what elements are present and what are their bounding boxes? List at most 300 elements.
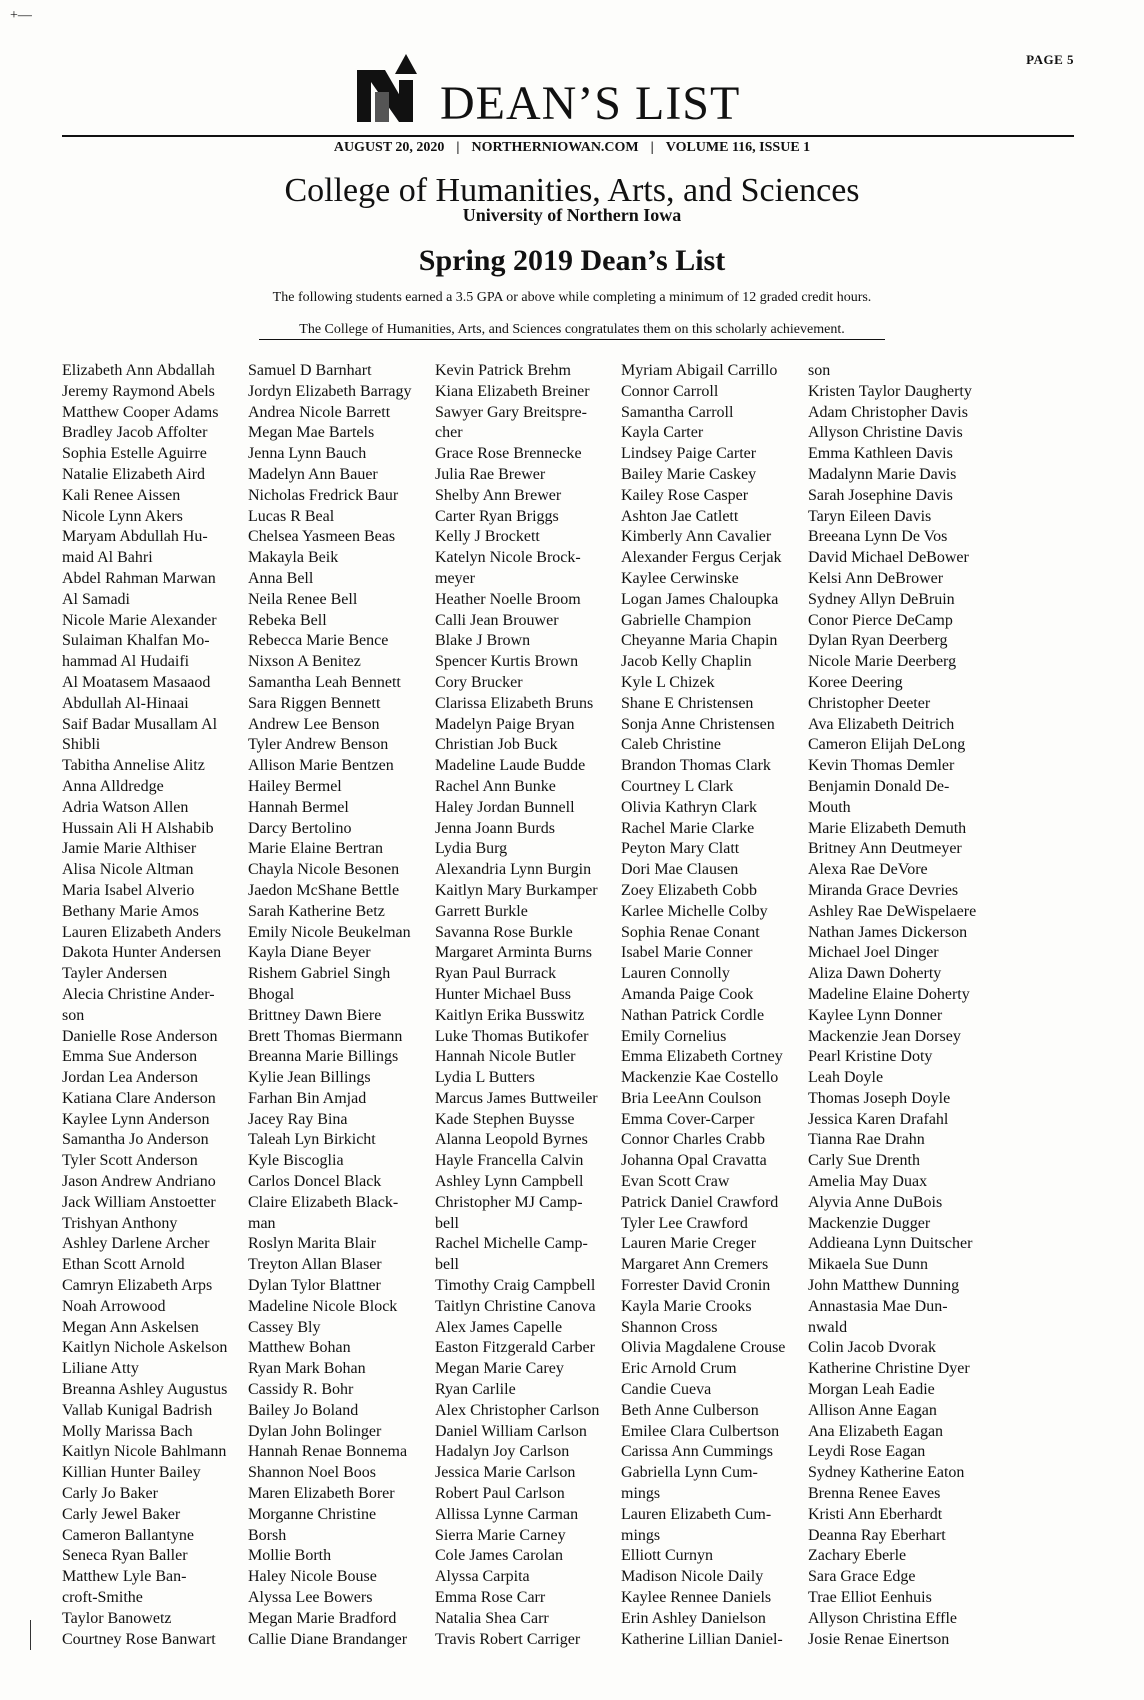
student-name: Ashton Jae Catlett [621, 507, 739, 525]
student-name: Carly Jewel Baker [62, 1505, 181, 1523]
student-name: Amelia May Duax [808, 1173, 928, 1191]
student-name: Jason Andrew Andriano [62, 1173, 216, 1191]
student-name: Johanna Opal Cravatta [621, 1152, 767, 1170]
student-name: Alisa Nicole Altman [62, 861, 194, 879]
student-name: Luke Thomas Butikofer [435, 1027, 589, 1045]
student-name: Marcus James Buttweiler [435, 1089, 598, 1107]
student-name: Shelby Ann Brewer [435, 486, 562, 504]
student-name: Samantha Jo Anderson [62, 1131, 209, 1149]
names-column-3 [435, 361, 635, 1650]
student-name: Allison Marie Bentzen [248, 757, 394, 775]
student-name: croft-Smithe [62, 1589, 143, 1607]
university-subheading: University of Northern Iowa [462, 205, 682, 225]
student-name: Samantha Leah Bennett [248, 673, 401, 691]
student-name: Megan Marie Carey [435, 1360, 564, 1378]
names-column-1 [62, 361, 262, 1650]
student-name: Madison Nicole Daily [621, 1568, 764, 1586]
student-name: Courtney L Clark [621, 777, 734, 795]
student-name: Taitlyn Christine Canova [435, 1297, 596, 1315]
student-name: nwald [808, 1318, 848, 1336]
student-name: Katelyn Nicole Brock- [435, 549, 581, 567]
student-name: Karlee Michelle Colby [621, 902, 768, 920]
student-name: Koree Deering [808, 673, 903, 691]
student-name: Hayle Francella Calvin [435, 1152, 584, 1170]
margin-line [30, 1620, 31, 1650]
student-name: Leydi Rose Eagan [808, 1443, 926, 1461]
student-name: Christopher Deeter [808, 694, 931, 712]
student-name: Breeana Lynn De Vos [808, 528, 948, 546]
student-name: Madeline Laude Budde [435, 757, 586, 775]
student-name: Ryan Mark Bohan [248, 1360, 366, 1378]
student-name: Julia Rae Brewer [435, 465, 546, 483]
student-name: Kali Renee Aissen [62, 486, 181, 504]
student-name: Beth Anne Culberson [621, 1401, 759, 1419]
student-name: Logan James Chaloupka [621, 590, 779, 608]
student-name: Forrester David Cronin [621, 1277, 771, 1295]
student-name: mings [621, 1526, 661, 1544]
student-name: Sara Grace Edge [808, 1568, 916, 1586]
student-name: Saif Badar Musallam Al [62, 715, 218, 733]
student-name: Shane E Christensen [621, 694, 754, 712]
student-name: Kaylee Lynn Anderson [62, 1110, 210, 1128]
student-name: Mouth [808, 798, 851, 816]
student-name: Sydney Allyn DeBruin [808, 590, 955, 608]
student-name: maid Al Bahri [62, 549, 153, 567]
student-name: Chelsea Yasmeen Beas [248, 528, 396, 546]
student-name: Christian Job Buck [435, 736, 558, 754]
student-name: hammad Al Hudaifi [62, 653, 190, 671]
student-name: Molly Marissa Bach [62, 1422, 193, 1440]
student-name: Bhogal [248, 985, 295, 1003]
masthead-rule [62, 135, 1074, 137]
student-name: Jenna Lynn Bauch [248, 445, 367, 463]
student-name: Matthew Bohan [248, 1339, 351, 1357]
student-name: Rachel Marie Clarke [621, 819, 755, 837]
student-name: Shannon Noel Boos [248, 1464, 376, 1482]
student-name: Emma Elizabeth Cortney [621, 1048, 783, 1066]
student-name: Kyle Biscoglia [248, 1152, 344, 1170]
student-name: Breanna Ashley Augustus [62, 1381, 228, 1399]
student-name: Addieana Lynn Duitscher [808, 1235, 973, 1253]
student-name: Alanna Leopold Byrnes [435, 1131, 588, 1149]
student-name: Kayla Diane Beyer [248, 944, 371, 962]
student-name: Carlos Doncel Black [248, 1173, 382, 1191]
student-name: Ashley Darlene Archer [62, 1235, 210, 1253]
student-name: Megan Mae Bartels [248, 424, 375, 442]
student-name: Alexander Fergus Cerjak [621, 549, 782, 567]
student-name: Nicholas Fredrick Baur [248, 486, 399, 504]
student-name: David Michael DeBower [808, 549, 969, 567]
student-name: Bria LeeAnn Coulson [621, 1089, 762, 1107]
student-name: Gabriella Lynn Cum- [621, 1464, 758, 1482]
student-name: Katiana Clare Anderson [62, 1089, 216, 1107]
student-name: Sawyer Gary Breitspre- [435, 403, 587, 421]
student-name: Jordyn Elizabeth Barragy [248, 382, 412, 400]
student-name: Al Moatasem Masaaod [62, 673, 211, 691]
student-name: Nathan Patrick Cordle [621, 1006, 765, 1024]
student-name: son [808, 362, 831, 379]
student-name: Brittney Dawn Biere [248, 1006, 382, 1024]
student-name: Sara Riggen Bennett [248, 694, 381, 712]
student-name: Nixson A Benitez [248, 653, 361, 671]
student-name: Miranda Grace Devries [808, 881, 959, 899]
student-name: Nicole Lynn Akers [62, 507, 183, 525]
student-name: Grace Rose Brennecke [435, 445, 582, 463]
student-name: man [248, 1214, 276, 1232]
student-name: Seneca Ryan Baller [62, 1547, 188, 1565]
student-name: Britney Ann Deutmeyer [808, 840, 962, 858]
student-name: Jack William Anstoetter [62, 1193, 216, 1211]
student-name: Alex Christopher Carlson [435, 1401, 600, 1419]
student-name: Olivia Magdalene Crouse [621, 1339, 786, 1357]
student-name: Hunter Michael Buss [435, 985, 571, 1003]
student-name: mings [621, 1485, 661, 1503]
student-name: Evan Scott Craw [621, 1173, 730, 1191]
student-name: Savanna Rose Burkle [435, 923, 573, 941]
student-name: Sulaiman Khalfan Mo- [62, 632, 210, 650]
student-name: Zoey Elizabeth Cobb [621, 881, 757, 899]
student-name: Cameron Ballantyne [62, 1526, 194, 1544]
student-name: Colin Jacob Dvorak [808, 1339, 936, 1357]
student-name: Calli Jean Brouwer [435, 611, 559, 629]
student-name: Farhan Bin Amjad [248, 1089, 367, 1107]
student-name: Bradley Jacob Affolter [62, 424, 208, 442]
northern-iowan-logo [355, 52, 425, 122]
student-name: Emma Kathleen Davis [808, 445, 953, 463]
student-name: Haley Jordan Bunnell [435, 798, 575, 816]
student-name: Christopher MJ Camp- [435, 1193, 583, 1211]
student-name: Daniel William Carlson [435, 1422, 587, 1440]
student-name: Tabitha Annelise Alitz [62, 757, 205, 775]
student-name: Mikaela Sue Dunn [808, 1256, 928, 1274]
student-name: Emma Sue Anderson [62, 1048, 198, 1066]
student-name: Cory Brucker [435, 673, 523, 691]
student-name: Carter Ryan Briggs [435, 507, 559, 525]
student-name: Vallab Kunigal Badrish [62, 1401, 213, 1419]
student-name: Chayla Nicole Besonen [248, 861, 400, 879]
student-name: Zachary Eberle [808, 1547, 907, 1565]
student-name: Rishem Gabriel Singh [248, 965, 391, 983]
student-name: Leah Doyle [808, 1069, 884, 1087]
student-name: Samantha Carroll [621, 403, 734, 421]
student-name: Kristi Ann Eberhardt [808, 1505, 943, 1523]
student-name: Hailey Bermel [248, 777, 342, 795]
student-name: Roslyn Marita Blair [248, 1235, 376, 1253]
student-name: Nicole Marie Deerberg [808, 653, 957, 671]
student-name: Clarissa Elizabeth Bruns [435, 694, 594, 712]
student-name: Sydney Katherine Eaton [808, 1464, 965, 1482]
student-name: Carly Jo Baker [62, 1485, 158, 1503]
student-name: Jamie Marie Althiser [62, 840, 197, 858]
student-name: Garrett Burkle [435, 902, 528, 920]
student-name: Killian Hunter Bailey [62, 1464, 201, 1482]
student-name: Matthew Cooper Adams [62, 403, 219, 421]
student-name: Natalie Elizabeth Aird [62, 465, 206, 483]
student-name: Allissa Lynne Carman [435, 1505, 579, 1523]
student-name: Kaitlyn Nichole Askelson [62, 1339, 228, 1357]
student-name: Sonja Anne Christensen [621, 715, 775, 733]
student-name: Kaitlyn Erika Busswitz [435, 1006, 585, 1024]
student-name: Mackenzie Kae Costello [621, 1069, 779, 1087]
student-name: Andrew Lee Benson [248, 715, 380, 733]
student-name: Ryan Paul Burrack [435, 965, 557, 983]
student-name: Madeline Elaine Doherty [808, 985, 970, 1003]
student-name: Madeline Nicole Block [248, 1297, 398, 1315]
student-name: Nathan James Dickerson [808, 923, 968, 941]
student-name: Aliza Dawn Doherty [808, 965, 942, 983]
student-name: Borsh [248, 1526, 287, 1544]
student-name: Haley Nicole Bouse [248, 1568, 377, 1586]
student-name: Abdullah Al-Hinaai [62, 694, 189, 712]
page-number: PAGE 5 [1026, 52, 1074, 67]
student-name: Kylie Jean Billings [248, 1069, 371, 1087]
student-name: Allyson Christine Davis [808, 424, 963, 442]
student-name: Rebeka Bell [248, 611, 327, 629]
list-title: Spring 2019 Dean’s List [418, 244, 726, 277]
student-name: Jenna Joann Burds [435, 819, 555, 837]
student-name: Makayla Beik [248, 549, 339, 567]
student-name: Alexandria Lynn Burgin [435, 861, 592, 879]
student-name: Tyler Lee Crawford [621, 1214, 748, 1232]
student-name: Emma Rose Carr [435, 1589, 546, 1607]
names-column-4 [621, 361, 821, 1650]
student-name: Jacey Ray Bina [248, 1110, 348, 1128]
student-name: bell [435, 1214, 459, 1232]
student-name: Kaylee Lynn Donner [808, 1006, 943, 1024]
student-name: Caleb Christine [621, 736, 721, 754]
student-name: Alexa Rae DeVore [808, 861, 928, 879]
student-name: Sophia Renae Conant [621, 923, 760, 941]
student-name: Lauren Marie Creger [621, 1235, 757, 1253]
student-name: Carly Sue Drenth [808, 1152, 920, 1170]
student-name: Lauren Elizabeth Anders [62, 923, 222, 941]
student-name: Kaylee Cerwinske [621, 569, 739, 587]
student-name: Bailey Jo Boland [248, 1401, 359, 1419]
student-name: Lydia Burg [435, 840, 508, 858]
masthead-title: DEAN’S LIST [440, 77, 741, 130]
congrats-line: The College of Humanities, Arts, and Sciences congratulates them on this scholarly achievement. [259, 322, 884, 340]
masthead [0, 44, 1144, 130]
student-name: Hannah Nicole Butler [435, 1048, 576, 1066]
student-name: bell [435, 1256, 459, 1274]
student-name: Anna Bell [248, 569, 314, 587]
student-name: Kevin Thomas Demler [808, 757, 955, 775]
student-name: Bethany Marie Amos [62, 902, 199, 920]
student-name: Mackenzie Dugger [808, 1214, 931, 1232]
student-name: Natalia Shea Carr [435, 1609, 549, 1627]
student-name: Kaitlyn Nicole Bahlmann [62, 1443, 227, 1461]
student-name: Amanda Paige Cook [621, 985, 754, 1003]
student-name: Megan Marie Bradford [248, 1609, 397, 1627]
student-name: Kaylee Rennee Daniels [621, 1589, 772, 1607]
student-name: Taleah Lyn Birkicht [248, 1131, 376, 1149]
student-name: Mackenzie Jean Dorsey [808, 1027, 961, 1045]
student-name: Mollie Borth [248, 1547, 332, 1565]
student-name: Adam Christopher Davis [808, 403, 968, 421]
student-name: Tyler Scott Anderson [62, 1152, 198, 1170]
student-name: Claire Elizabeth Black- [248, 1193, 399, 1211]
student-name: Marie Elaine Bertran [248, 840, 384, 858]
student-name: Kimberly Ann Cavalier [621, 528, 772, 546]
student-name: Carissa Ann Cummings [621, 1443, 774, 1461]
student-name: Kade Stephen Buysse [435, 1110, 575, 1128]
student-name: meyer [435, 569, 475, 587]
student-name: Taryn Eileen Davis [808, 507, 932, 525]
student-name: Sarah Katherine Betz [248, 902, 385, 920]
student-name: Lauren Connolly [621, 965, 730, 983]
student-name: Cassidy R. Bohr [248, 1381, 354, 1399]
student-name: Blake J Brown [435, 632, 531, 650]
student-name: Kristen Taylor Daugherty [808, 382, 972, 400]
student-name: Rachel Ann Bunke [435, 777, 556, 795]
student-name: Hannah Renae Bonnema [248, 1443, 408, 1461]
student-name: Emma Cover-Carper [621, 1110, 755, 1128]
student-name: Maria Isabel Alverio [62, 881, 195, 899]
student-name: Kelly J Brockett [435, 528, 540, 546]
student-name: Jordan Lea Anderson [62, 1069, 198, 1087]
student-name: Liliane Atty [62, 1360, 139, 1378]
dateline: AUGUST 20, 2020 | NORTHERNIOWAN.COM | VOLUME 116, ISSUE 1 [333, 140, 811, 155]
student-name: Patrick Daniel Crawford [621, 1193, 779, 1211]
student-name: Hussain Ali H Alshabib [62, 819, 214, 837]
issue-date: AUGUST 20, 2020 [333, 140, 445, 155]
student-name: Breanna Marie Billings [248, 1048, 399, 1066]
student-name: Kelsi Ann DeBrower [808, 569, 944, 587]
student-name: Dakota Hunter Andersen [62, 944, 222, 962]
student-name: Kayla Carter [621, 424, 704, 442]
student-name: Tianna Rae Drahn [808, 1131, 925, 1149]
student-name: Hannah Bermel [248, 798, 349, 816]
student-name: Kiana Elizabeth Breiner [435, 382, 590, 400]
student-name: Madelyn Ann Bauer [248, 465, 378, 483]
student-name: Abdel Rahman Marwan [62, 569, 216, 587]
student-name: Cheyanne Maria Chapin [621, 632, 778, 650]
student-name: Tayler Andersen [62, 965, 168, 983]
student-name: Ethan Scott Arnold [62, 1256, 185, 1274]
student-name: Alyssa Lee Bowers [248, 1589, 373, 1607]
student-name: Alex James Capelle [435, 1318, 563, 1336]
congrats-text [0, 322, 1144, 338]
student-name: Shannon Cross [621, 1318, 718, 1336]
student-name: Margaret Ann Cremers [621, 1256, 769, 1274]
student-name: Dylan Ryan Deerberg [808, 632, 948, 650]
student-name: Ashley Lynn Campbell [435, 1173, 584, 1191]
volume-issue: VOLUME 116, ISSUE 1 [665, 140, 811, 155]
student-name: Heather Noelle Broom [435, 590, 581, 608]
student-name: Dylan Tylor Blattner [248, 1277, 381, 1295]
student-name: Cameron Elijah DeLong [808, 736, 966, 754]
student-name: Ryan Carlile [435, 1381, 516, 1399]
student-name: Annastasia Mae Dun- [808, 1297, 948, 1315]
student-name: Samuel D Barnhart [248, 362, 372, 379]
student-name: Josie Renae Einertson [808, 1630, 950, 1648]
student-name: Eric Arnold Crum [621, 1360, 737, 1378]
student-name: Noah Arrowood [62, 1297, 166, 1315]
student-name: Andrea Nicole Barrett [248, 403, 391, 421]
student-name: Morganne Christine [248, 1505, 377, 1523]
student-name: Lauren Elizabeth Cum- [621, 1505, 772, 1523]
student-name: Timothy Craig Campbell [435, 1277, 596, 1295]
student-name: Megan Ann Askelsen [62, 1318, 199, 1336]
student-name: Jessica Marie Carlson [435, 1464, 576, 1482]
student-name: Myriam Abigail Carrillo [621, 362, 778, 379]
student-name: Hadalyn Joy Carlson [435, 1443, 570, 1461]
student-name: Al Samadi [62, 590, 130, 608]
student-name: Ashley Rae DeWispelaere [808, 902, 977, 920]
student-name: Robert Paul Carlson [435, 1485, 565, 1503]
student-name: Katherine Christine Dyer [808, 1360, 970, 1378]
student-name: Conor Pierce DeCamp [808, 611, 953, 629]
student-name: Easton Fitzgerald Carber [435, 1339, 595, 1357]
student-name: Jaedon McShane Bettle [248, 881, 400, 899]
student-name: Bailey Marie Caskey [621, 465, 757, 483]
student-name: Kevin Patrick Brehm [435, 362, 571, 379]
site-link[interactable]: NORTHERNIOWAN.COM [471, 140, 639, 155]
student-name: Neila Renee Bell [248, 590, 358, 608]
student-name: Camryn Elizabeth Arps [62, 1277, 213, 1295]
student-name: Elizabeth Ann Abdallah [62, 362, 215, 379]
student-name: Lydia L Butters [435, 1069, 535, 1087]
margin-mark: +— [10, 8, 32, 23]
student-name: Courtney Rose Banwart [62, 1630, 216, 1648]
student-name: Michael Joel Dinger [808, 944, 939, 962]
student-name: Sarah Josephine Davis [808, 486, 953, 504]
student-name: Ava Elizabeth Deitrich [808, 715, 955, 733]
student-name: son [62, 1006, 85, 1024]
student-name: Rachel Michelle Camp- [435, 1235, 588, 1253]
student-name: Dylan John Bolinger [248, 1422, 382, 1440]
student-name: Alyvia Anne DuBois [808, 1193, 943, 1211]
student-name: Madalynn Marie Davis [808, 465, 957, 483]
student-name: Kailey Rose Casper [621, 486, 749, 504]
student-name: Ana Elizabeth Eagan [808, 1422, 944, 1440]
student-name: Allyson Christina Effle [808, 1609, 958, 1627]
student-name: Kaitlyn Mary Burkamper [435, 881, 598, 899]
student-name: Dori Mae Clausen [621, 861, 739, 879]
student-name: Spencer Kurtis Brown [435, 653, 579, 671]
intro-text: The following students earned a 3.5 GPA or above while completing a minimum of 12 graded credit hours. [272, 290, 872, 305]
student-name: Brenna Renee Eaves [808, 1485, 941, 1503]
student-name: Jessica Karen Drafahl [808, 1110, 949, 1128]
student-name: Lindsey Paige Carter [621, 445, 757, 463]
student-name: Lucas R Beal [248, 507, 335, 525]
student-name: Emily Nicole Beukelman [248, 923, 411, 941]
names-column-2 [248, 361, 448, 1650]
student-name: Treyton Allan Blaser [248, 1256, 382, 1274]
student-name: Marie Elizabeth Demuth [808, 819, 967, 837]
student-name: Trae Elliot Eenhuis [808, 1589, 932, 1607]
names-list [62, 361, 1074, 1661]
student-name: Callie Diane Brandanger [248, 1630, 408, 1648]
student-name: Benjamin Donald De- [808, 777, 950, 795]
student-name: Isabel Marie Conner [621, 944, 753, 962]
student-name: Anna Alldredge [62, 777, 164, 795]
student-name: Elliott Curnyn [621, 1547, 713, 1565]
student-name: Maryam Abdullah Hu- [62, 528, 208, 546]
student-name: Thomas Joseph Doyle [808, 1089, 951, 1107]
student-name: Madelyn Paige Bryan [435, 715, 575, 733]
student-name: Taylor Banowetz [62, 1609, 172, 1627]
student-name: Brandon Thomas Clark [621, 757, 771, 775]
student-name: Olivia Kathryn Clark [621, 798, 757, 816]
student-name: Danielle Rose Anderson [62, 1027, 218, 1045]
student-name: Alyssa Carpita [435, 1568, 530, 1586]
student-name: Travis Robert Carriger [435, 1630, 581, 1648]
student-name: Candie Cueva [621, 1381, 712, 1399]
student-name: Matthew Lyle Ban- [62, 1568, 187, 1586]
student-name: Peyton Mary Clatt [621, 840, 740, 858]
student-name: Shibli [62, 736, 101, 754]
